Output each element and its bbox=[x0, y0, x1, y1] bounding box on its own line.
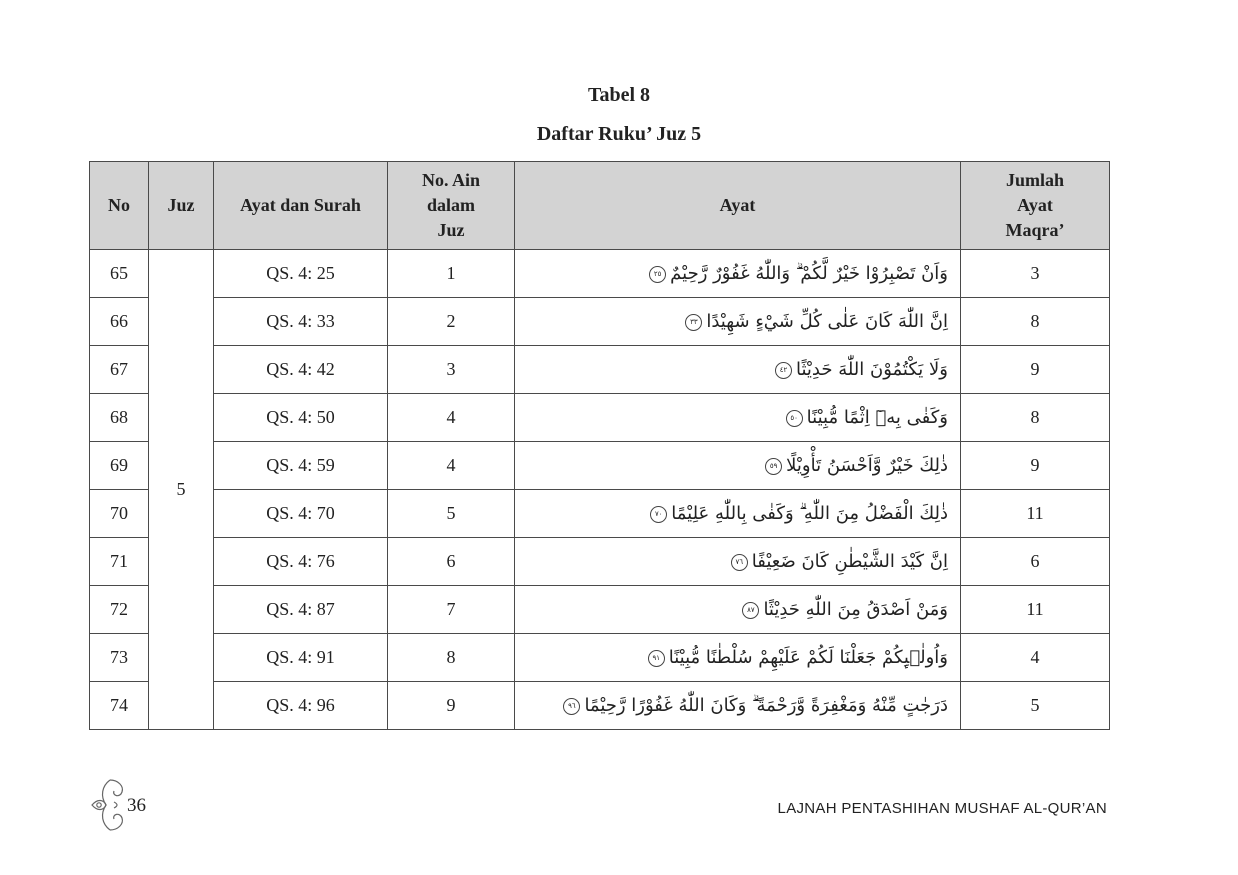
ruku-table bbox=[89, 161, 1110, 730]
header-no-ain-line3: Juz bbox=[437, 220, 465, 240]
row-no-ain: 7 bbox=[388, 586, 515, 634]
row-no-ain: 2 bbox=[388, 298, 515, 346]
ayah-number-marker: ٤٢ bbox=[775, 362, 792, 379]
row-no: 69 bbox=[90, 442, 149, 490]
row-no: 70 bbox=[90, 490, 149, 538]
table-row bbox=[90, 634, 1110, 682]
table-subtitle: Daftar Ruku’ Juz 5 bbox=[536, 123, 702, 145]
ornament-icon bbox=[88, 776, 132, 834]
header-jumlah-line1: Jumlah bbox=[1005, 170, 1065, 190]
ayat-text: وَلَا يَكْتُمُوْنَ اللّٰهَ حَدِيْثًا bbox=[795, 359, 948, 380]
table-row bbox=[90, 298, 1110, 346]
ayat-text: دَرَجٰتٍ مِّنْهُ وَمَغْفِرَةً وَّرَحْمَةً ۗ وَكَانَ اللّٰهُ غَفُوْرًا رَّحِيْمًا bbox=[584, 695, 948, 716]
row-ayat bbox=[515, 250, 961, 298]
row-jumlah: 9 bbox=[961, 346, 1110, 394]
table-row bbox=[90, 586, 1110, 634]
row-ayat bbox=[515, 538, 961, 586]
row-no-ain: 9 bbox=[388, 682, 515, 730]
table-title: Tabel 8 bbox=[587, 84, 651, 106]
ayah-number-marker: ٧٦ bbox=[731, 554, 748, 571]
ayah-number-marker: ٩١ bbox=[648, 650, 665, 667]
table-row bbox=[90, 394, 1110, 442]
row-no: 71 bbox=[90, 538, 149, 586]
row-jumlah: 6 bbox=[961, 538, 1110, 586]
header-jumlah-line3: Maqra’ bbox=[1005, 220, 1065, 240]
juz-cell: 5 bbox=[149, 250, 214, 730]
row-no: 68 bbox=[90, 394, 149, 442]
ayat-text: ذٰلِكَ الْفَضْلُ مِنَ اللّٰهِ ۗ وَكَفٰى بِاللّٰهِ عَلِيْمًا bbox=[671, 503, 948, 524]
row-jumlah: 8 bbox=[961, 298, 1110, 346]
ayah-number-marker: ٥٠ bbox=[786, 410, 803, 427]
footer-publisher: LAJNAH PENTASHIHAN MUSHAF AL-QUR’AN bbox=[777, 800, 1107, 817]
row-jumlah: 11 bbox=[961, 490, 1110, 538]
ayat-text: وَكَفٰى بِهٖٓ اِثْمًا مُّبِيْنًا bbox=[806, 407, 948, 428]
row-no: 73 bbox=[90, 634, 149, 682]
row-ayat-surah: QS. 4: 50 bbox=[214, 394, 388, 442]
table-row bbox=[90, 490, 1110, 538]
ayat-text: اِنَّ اللّٰهَ كَانَ عَلٰى كُلِّ شَيْءٍ شَهِيْدًا bbox=[706, 311, 948, 332]
ayat-text: اِنَّ كَيْدَ الشَّيْطٰنِ كَانَ ضَعِيْفًا bbox=[751, 551, 948, 572]
row-ayat bbox=[515, 298, 961, 346]
row-jumlah: 5 bbox=[961, 682, 1110, 730]
row-no-ain: 3 bbox=[388, 346, 515, 394]
header-no-ain bbox=[388, 162, 515, 250]
table-row bbox=[90, 682, 1110, 730]
row-ayat-surah: QS. 4: 96 bbox=[214, 682, 388, 730]
ayat-text: وَمَنْ اَصْدَقُ مِنَ اللّٰهِ حَدِيْثًا bbox=[763, 599, 948, 620]
ayat-text: ذٰلِكَ خَيْرٌ وَّاَحْسَنُ تَأْوِيْلًا bbox=[786, 455, 948, 476]
row-ayat bbox=[515, 442, 961, 490]
row-no-ain: 8 bbox=[388, 634, 515, 682]
row-ayat bbox=[515, 346, 961, 394]
row-no: 65 bbox=[90, 250, 149, 298]
row-no-ain: 4 bbox=[388, 442, 515, 490]
row-ayat-surah: QS. 4: 59 bbox=[214, 442, 388, 490]
ayah-number-marker: ٨٧ bbox=[742, 602, 759, 619]
row-ayat bbox=[515, 634, 961, 682]
ayat-text: وَاَنْ تَصْبِرُوْا خَيْرٌ لَّكُمْ ۗ وَاللّٰهُ غَفُوْرٌ رَّحِيْمٌ bbox=[670, 263, 948, 284]
row-ayat bbox=[515, 586, 961, 634]
row-no: 74 bbox=[90, 682, 149, 730]
header-ayat-surah: Ayat dan Surah bbox=[214, 162, 388, 250]
row-ayat-surah: QS. 4: 87 bbox=[214, 586, 388, 634]
row-jumlah: 11 bbox=[961, 586, 1110, 634]
table-row bbox=[90, 250, 1110, 298]
table-row bbox=[90, 442, 1110, 490]
table-row bbox=[90, 538, 1110, 586]
row-jumlah: 3 bbox=[961, 250, 1110, 298]
row-no: 66 bbox=[90, 298, 149, 346]
header-no-ain-line1: No. Ain bbox=[421, 170, 481, 190]
row-jumlah: 9 bbox=[961, 442, 1110, 490]
row-no-ain: 4 bbox=[388, 394, 515, 442]
ayat-text: وَاُولٰۤىِٕكُمْ جَعَلْنَا لَكُمْ عَلَيْهِمْ سُلْطٰنًا مُّبِيْنًا bbox=[668, 647, 948, 668]
header-jumlah bbox=[961, 162, 1110, 250]
header-no-ain-line2: dalam bbox=[426, 195, 475, 215]
row-jumlah: 8 bbox=[961, 394, 1110, 442]
row-no-ain: 1 bbox=[388, 250, 515, 298]
row-no: 67 bbox=[90, 346, 149, 394]
table-row bbox=[90, 346, 1110, 394]
row-ayat bbox=[515, 490, 961, 538]
row-ayat-surah: QS. 4: 25 bbox=[214, 250, 388, 298]
row-ayat-surah: QS. 4: 76 bbox=[214, 538, 388, 586]
row-jumlah: 4 bbox=[961, 634, 1110, 682]
row-no: 72 bbox=[90, 586, 149, 634]
ayah-number-marker: ٣٣ bbox=[685, 314, 702, 331]
row-ayat-surah: QS. 4: 91 bbox=[214, 634, 388, 682]
row-ayat-surah: QS. 4: 70 bbox=[214, 490, 388, 538]
header-juz: Juz bbox=[149, 162, 214, 250]
row-no-ain: 6 bbox=[388, 538, 515, 586]
row-ayat-surah: QS. 4: 42 bbox=[214, 346, 388, 394]
row-ayat-surah: QS. 4: 33 bbox=[214, 298, 388, 346]
header-no: No bbox=[90, 162, 149, 250]
ayah-number-marker: ٥٩ bbox=[765, 458, 782, 475]
page-number: 36 bbox=[127, 795, 146, 816]
header-ayat: Ayat bbox=[515, 162, 961, 250]
row-no-ain: 5 bbox=[388, 490, 515, 538]
ayah-number-marker: ٩٦ bbox=[563, 698, 580, 715]
row-ayat bbox=[515, 394, 961, 442]
ayah-number-marker: ٧٠ bbox=[650, 506, 667, 523]
header-jumlah-line2: Ayat bbox=[1017, 195, 1053, 215]
row-ayat bbox=[515, 682, 961, 730]
ayah-number-marker: ٢٥ bbox=[649, 266, 666, 283]
table-body bbox=[90, 250, 1110, 730]
table-header-row bbox=[90, 162, 1110, 250]
